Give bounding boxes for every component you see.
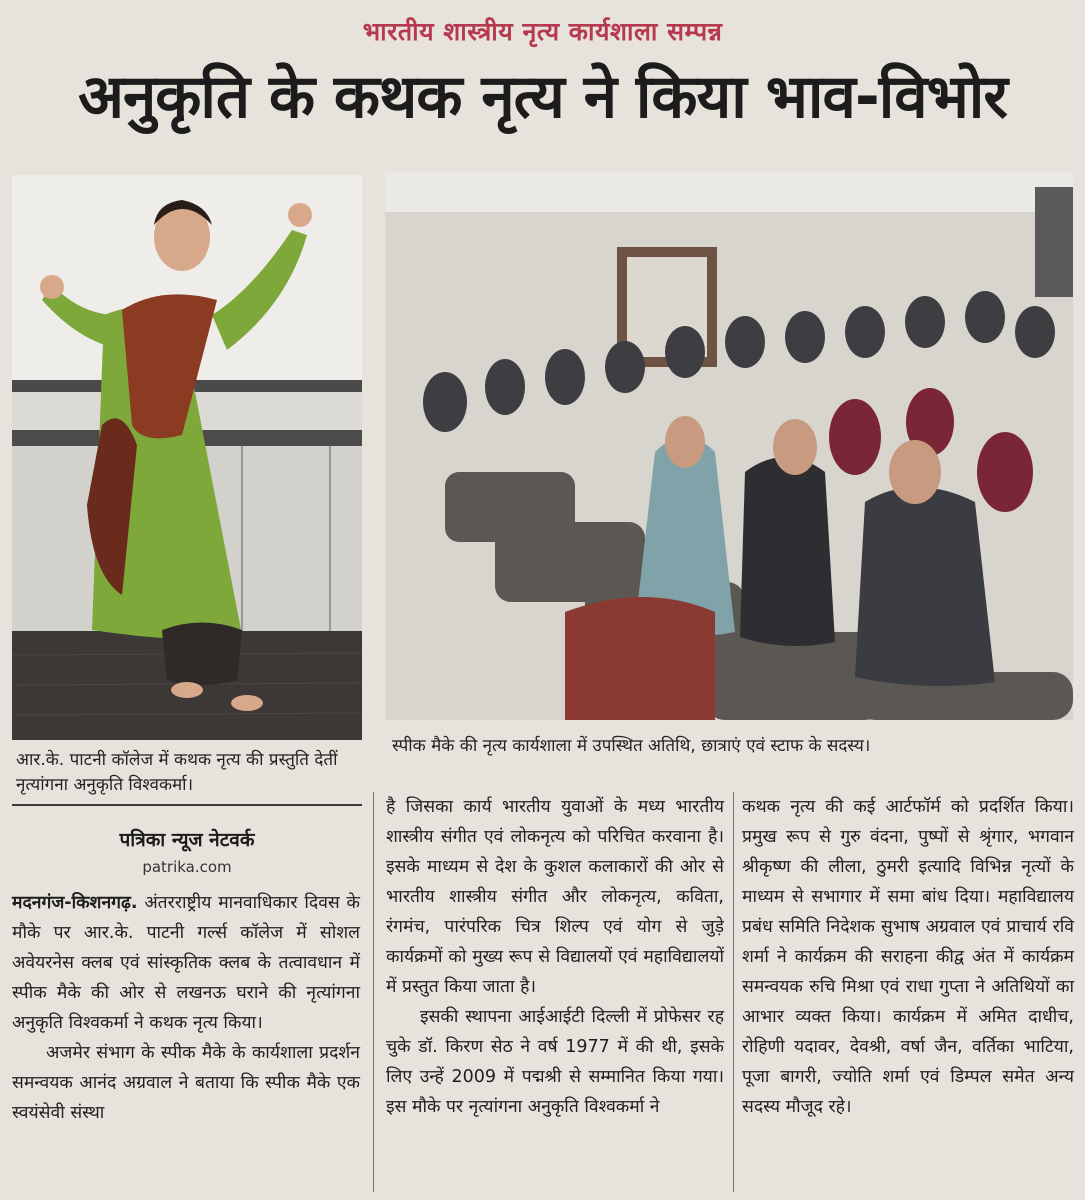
paragraph-1: अंतरराष्ट्रीय मानवाधिकार दिवस के मौके पर आर.के. पाटनी गर्ल्स कॉलेज में सोशल अवेयरनेस क्लब एवं सांस्कृतिक क्लब के तत्वावधान में स्पीक मैके की ओर से लखनऊ घराने की नृत्यांगना अनुकृति विश्वकर्मा ने कथक नृत्य किया। (12, 893, 360, 1033)
article-column-2 (386, 792, 724, 1122)
paragraph-3: है जिसका कार्य भारतीय युवाओं के मध्य भारतीय शास्त्रीय संगीत एवं लोकनृत्य को परिचित करवाना है। इसके माध्यम से देश के कुशल कलाकारों की ओर से भारतीय शास्त्रीय संगीत और लोकनृत्य, कविता, रंगमंच, पारंपरिक चित्र शिल्प एवं योग से जुड़े कार्यक्रमों को मुख्य रूप से विद्यालयों एवं महाविद्यालयों में प्रस्तुत किया जाता है। (386, 797, 724, 997)
article-column-3 (742, 792, 1074, 1122)
article-column-1 (12, 888, 360, 1128)
caption-divider (12, 804, 362, 806)
article-kicker: भारतीय शास्त्रीय नृत्य कार्यशाला सम्पन्न (362, 17, 723, 46)
column-divider-2 (733, 792, 734, 1192)
website-link[interactable]: patrika.com (142, 858, 232, 876)
audience-photo-caption: स्पीक मैके की नृत्य कार्यशाला में उपस्थित अतिथि, छात्राएं एवं स्टाफ के सदस्य। (392, 736, 871, 756)
article-headline: अनुकृति के कथक नृत्य ने किया भाव-विभोर (78, 62, 1007, 132)
dancer-photo (12, 175, 362, 740)
paragraph-2: अजमेर संभाग के स्पीक मैके के कार्यशाला प्रदर्शन समन्वयक आनंद अग्रवाल ने बताया कि स्पीक मैके एक स्वयंसेवी संस्था (12, 1043, 360, 1123)
column-divider-1 (373, 792, 374, 1192)
dancer-illustration (12, 175, 362, 740)
audience-photo (385, 172, 1073, 720)
paragraph-5: कथक नृत्य की कई आर्टफॉर्म को प्रदर्शित किया। प्रमुख रूप से गुरु वंदना, पुष्पों से श्रृंगार, भगवान श्रीकृष्ण की लीला, ठुमरी इत्यादि विभिन्न नृत्यों के माध्यम से सभागार में समा बांध दिया। महाविद्यालय प्रबंध समिति निदेशक सुभाष अग्रवाल एवं प्राचार्य रवि शर्मा ने कार्यक्रम की सराहना कीद्व अंत में कार्यक्रम समन्वयक रुचि मिश्रा एवं राधा गुप्ता ने अतिथियों का आभार व्यक्त किया। कार्यक्रम में अमित दाधीच, रोहिणी यदावर, देवश्री, वर्षा जैन, वर्तिका भाटिया, पूजा बागरी, ज्योति शर्मा एवं डिम्पल समेत अन्य सदस्य मौजूद रहे। (742, 797, 1074, 1117)
dancer-photo-caption: आर.के. पाटनी कॉलेज में कथक नृत्य की प्रस्तुति देतीं नृत्यांगना अनुकृति विश्वकर्मा। (16, 750, 338, 795)
paragraph-4: इसकी स्थापना आईआईटी दिल्ली में प्रोफेसर रह चुके डॉ. किरण सेठ ने वर्ष 1977 में की थी, इसके लिए उन्हें 2009 में पद्मश्री से सम्मानित किया गया। इस मौके पर नृत्यांगना अनुकृति विश्वकर्मा ने (386, 1007, 724, 1117)
dateline: मदनगंज-किशनगढ़. (12, 893, 138, 913)
audience-illustration (385, 172, 1073, 720)
byline: पत्रिका न्यूज नेटवर्क (119, 829, 255, 851)
